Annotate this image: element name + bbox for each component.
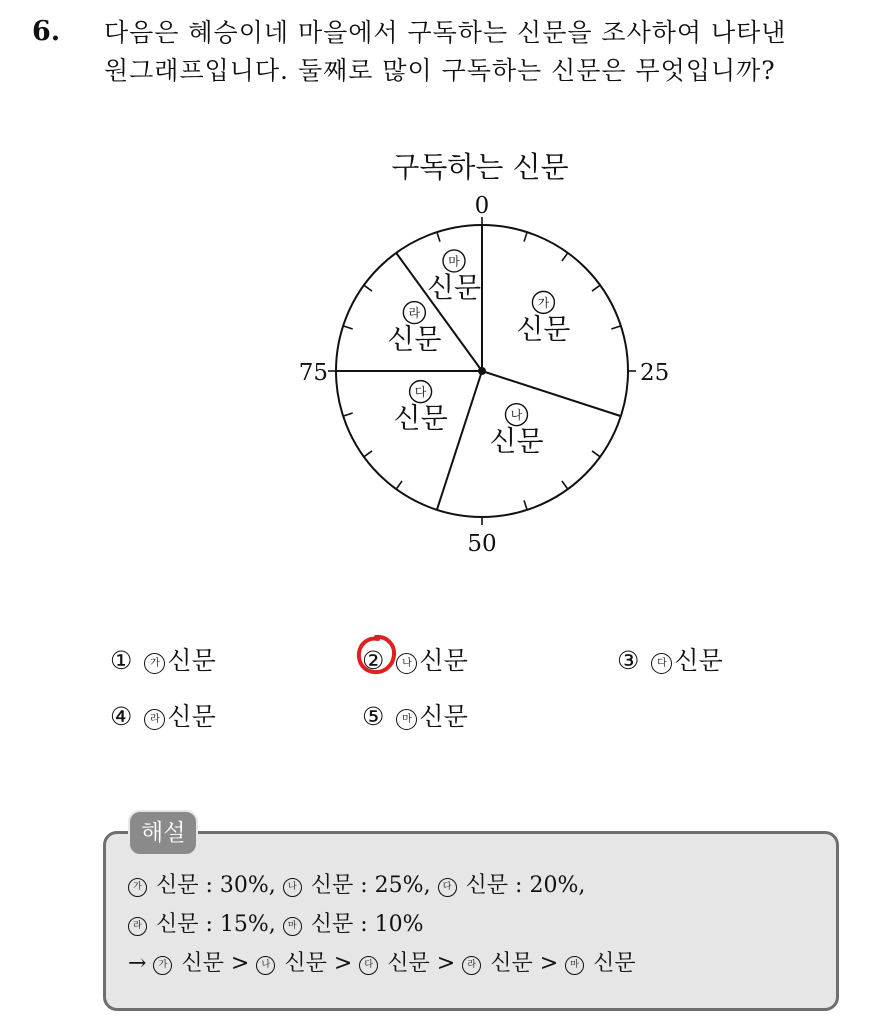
slice-circled-char: 라 — [408, 306, 421, 321]
pie-tick — [592, 285, 600, 291]
slice-name: 신문 — [426, 270, 482, 304]
choice-circled-char: 마 — [396, 709, 417, 730]
slice-circled-char: 나 — [510, 408, 523, 423]
explanation-circled-char: 라 — [128, 917, 147, 936]
slice-name: 신문 — [393, 401, 448, 435]
explanation-text: 신문 : 15%, — [149, 912, 283, 937]
pie-tick — [396, 481, 402, 489]
slice-circled-char: 가 — [537, 295, 550, 310]
choice-text: 신문 — [419, 646, 468, 675]
pie-tick — [524, 500, 527, 510]
explanation-text: 신문 > — [277, 951, 360, 976]
choice-text: 신문 — [167, 702, 216, 731]
choice-text: 신문 — [674, 646, 723, 675]
explanation-text: 신문 : 30%, — [149, 873, 283, 898]
explanation-circled-char: 마 — [283, 917, 302, 936]
slice-name: 신문 — [489, 424, 544, 458]
explanation-text: 신문 : 20%, — [458, 873, 586, 898]
pie-tick — [364, 285, 372, 291]
explanation-line-3 — [128, 946, 636, 977]
answer-choice-5[interactable] — [362, 697, 468, 733]
choice-circled-char: 나 — [396, 653, 417, 674]
pie-tick — [343, 413, 353, 416]
choice-text: 신문 — [419, 702, 468, 731]
slice-divider — [437, 371, 482, 510]
explanation-circled-char: 나 — [283, 878, 302, 897]
slice-label — [387, 302, 441, 356]
answer-choice-1[interactable] — [110, 641, 216, 677]
choice-text: 신문 — [167, 646, 216, 675]
explanation-text: 신문 > — [380, 951, 463, 976]
explanation-text: 신문 : 10% — [303, 912, 424, 937]
pie-tick — [524, 232, 527, 242]
arrow: → — [128, 951, 154, 976]
choice-number: ② — [362, 646, 385, 675]
pie-tick — [343, 326, 353, 329]
question-number: 6. — [32, 16, 61, 47]
explanation-circled-char: 라 — [462, 956, 481, 975]
pie-center-dot — [478, 367, 486, 375]
choice-circled-char: 라 — [144, 709, 165, 730]
pie-scale-labels — [299, 193, 670, 557]
explanation-circled-char: 나 — [256, 956, 275, 975]
explanation-line-2 — [128, 907, 424, 938]
pie-tick — [611, 326, 621, 329]
choice-circled-char: 가 — [144, 653, 165, 674]
pie-tick — [562, 253, 568, 261]
slice-label — [427, 250, 481, 304]
slice-label — [489, 404, 543, 458]
choice-number: ④ — [110, 702, 133, 731]
explanation-text: 신문 — [586, 951, 636, 976]
scale-label: 50 — [467, 531, 497, 557]
pie-tick — [437, 232, 440, 242]
chart-title: 구독하는 신문 — [391, 150, 569, 184]
pie-tick — [364, 451, 372, 457]
choice-number: ① — [110, 646, 133, 675]
explanation-text: 신문 > — [174, 951, 257, 976]
slice-label — [394, 381, 448, 435]
explanation-circled-char: 다 — [438, 878, 457, 897]
explanation-circled-char: 다 — [359, 956, 378, 975]
choice-circled-char: 다 — [651, 653, 672, 674]
slice-divider — [482, 371, 621, 416]
slice-circled-char: 다 — [414, 385, 427, 400]
explanation-text: 신문 > — [483, 951, 566, 976]
question-line-1: 다음은 혜승이네 마을에서 구독하는 신문을 조사하여 나타낸 — [104, 18, 787, 47]
answer-choice-3[interactable] — [617, 641, 723, 677]
question-line-2: 원그래프입니다. 둘째로 많이 구독하는 신문은 무엇입니까? — [104, 56, 776, 85]
slice-label — [516, 291, 570, 345]
scale-label: 0 — [474, 193, 490, 219]
explanation-circled-char: 마 — [565, 956, 584, 975]
slice-name: 신문 — [387, 322, 442, 356]
choice-number: ⑤ — [362, 702, 385, 731]
explanation-circled-char: 가 — [153, 956, 172, 975]
explanation-text: 신문 : 25%, — [303, 873, 438, 898]
choice-number: ③ — [617, 646, 640, 675]
answer-choice-4[interactable] — [110, 697, 216, 733]
explanation-line-1 — [128, 868, 585, 899]
pie-tick — [592, 451, 600, 457]
slice-circled-char: 마 — [448, 254, 460, 269]
pie-tick — [562, 481, 568, 489]
scale-label: 25 — [640, 360, 670, 386]
selected-answer-mark — [354, 632, 398, 676]
slice-name: 신문 — [516, 312, 571, 346]
scale-label: 75 — [298, 360, 328, 386]
explanation-label: 해설 — [128, 810, 198, 856]
explanation-circled-char: 가 — [128, 878, 147, 897]
